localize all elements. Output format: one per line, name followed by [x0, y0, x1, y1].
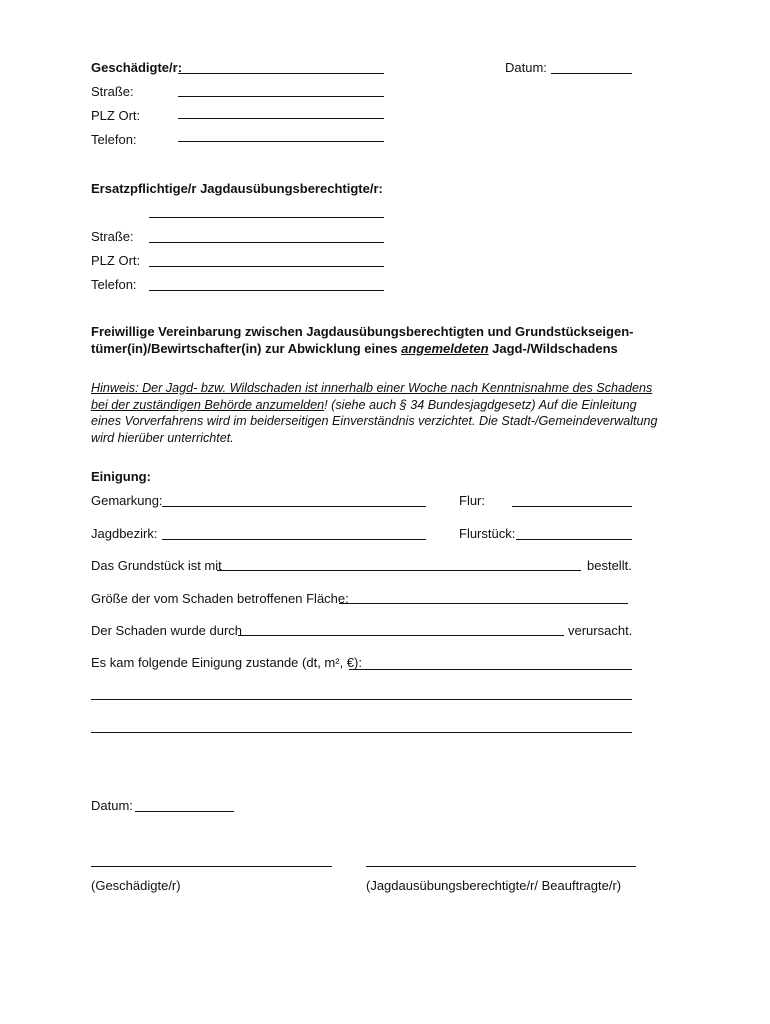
- gemarkung-field[interactable]: [162, 506, 426, 507]
- authorized-signature-caption: (Jagdausübungsberechtigte/r/ Beauftragte/r): [366, 878, 622, 893]
- flurstueck-field[interactable]: [516, 539, 632, 540]
- injured-signature-line[interactable]: [91, 866, 332, 867]
- cause-field[interactable]: [238, 635, 564, 636]
- date-field[interactable]: [551, 73, 632, 74]
- signature-date-field[interactable]: [135, 811, 234, 812]
- injured-zip-city-label: PLZ Ort:: [91, 108, 141, 123]
- liable-zip-city-field[interactable]: [149, 266, 384, 267]
- injured-street-label: Straße:: [91, 84, 134, 99]
- agreement-field-1[interactable]: [349, 669, 632, 670]
- flur-field[interactable]: [512, 506, 632, 507]
- injured-phone-field[interactable]: [178, 141, 384, 142]
- authorized-signature-line[interactable]: [366, 866, 636, 867]
- agreement-field-3[interactable]: [91, 732, 632, 733]
- einigung-heading: Einigung:: [91, 469, 151, 484]
- cause-prefix: Der Schaden wurde durch: [91, 623, 243, 638]
- crop-field[interactable]: [217, 570, 581, 571]
- liable-street-field[interactable]: [149, 242, 384, 243]
- agreement-title-line1: Freiwillige Vereinbarung zwischen Jagdausübungsberechtigten und Grundstückseigen-: [91, 324, 634, 339]
- agreement-title-line2-suffix: Jagd-/Wildschadens: [488, 340, 618, 356]
- signature-date-label: Datum:: [91, 798, 133, 813]
- liable-zip-city-label: PLZ Ort:: [91, 253, 141, 268]
- grundstueck-suffix: bestellt.: [587, 558, 632, 573]
- injured-party-label: Geschädigte/r:: [91, 60, 183, 75]
- injured-zip-city-field[interactable]: [178, 118, 384, 119]
- agreement-title-line2-prefix: tümer(in)/Bewirtschafter(in) zur Abwicklung eines: [91, 340, 402, 356]
- cause-suffix: verursacht.: [568, 623, 633, 638]
- injured-phone-label: Telefon:: [91, 132, 137, 147]
- area-label: Größe der vom Schaden betroffenen Fläche:: [91, 591, 349, 606]
- injured-name-field[interactable]: [178, 73, 384, 74]
- liable-street-label: Straße:: [91, 229, 134, 244]
- notice-paragraph: [91, 380, 661, 446]
- flur-label: Flur:: [459, 493, 485, 508]
- flurstueck-label: Flurstück:: [459, 526, 516, 541]
- liable-phone-field[interactable]: [149, 290, 384, 291]
- injured-signature-caption: (Geschädigte/r): [91, 878, 181, 893]
- liable-phone-label: Telefon:: [91, 277, 137, 292]
- agreement-title: [91, 324, 651, 357]
- date-label: Datum:: [505, 60, 547, 75]
- agreement-title-emphasis: angemeldeten: [401, 340, 489, 356]
- area-field[interactable]: [339, 603, 628, 604]
- notice-rest: ! (siehe auch § 34 Bundesjagdgesetz) Auf die Einleitung eines Vorverfahrens wird im beiderseitigen Einverständnis verzichtet. Die Stadt-/Gemeindeverwaltung wird hierüber unterrichtet.: [91, 397, 658, 445]
- grundstueck-prefix: Das Grundstück ist mit: [91, 558, 222, 573]
- jagdbezirk-field[interactable]: [162, 539, 426, 540]
- agreement-field-2[interactable]: [91, 699, 632, 700]
- jagdbezirk-label: Jagdbezirk:: [91, 526, 158, 541]
- injured-street-field[interactable]: [178, 96, 384, 97]
- notice-underlined: Hinweis: Der Jagd- bzw. Wildschaden ist innerhalb einer Woche nach Kenntnisnahme des Schadens bei der zuständigen Behörde anzumelden: [91, 381, 653, 412]
- liable-party-heading: Ersatzpflichtige/r Jagdausübungsberechtigte/r:: [91, 181, 383, 196]
- liable-name-field[interactable]: [149, 217, 384, 218]
- gemarkung-label: Gemarkung:: [91, 493, 163, 508]
- agreement-label: Es kam folgende Einigung zustande (dt, m², €):: [91, 655, 362, 670]
